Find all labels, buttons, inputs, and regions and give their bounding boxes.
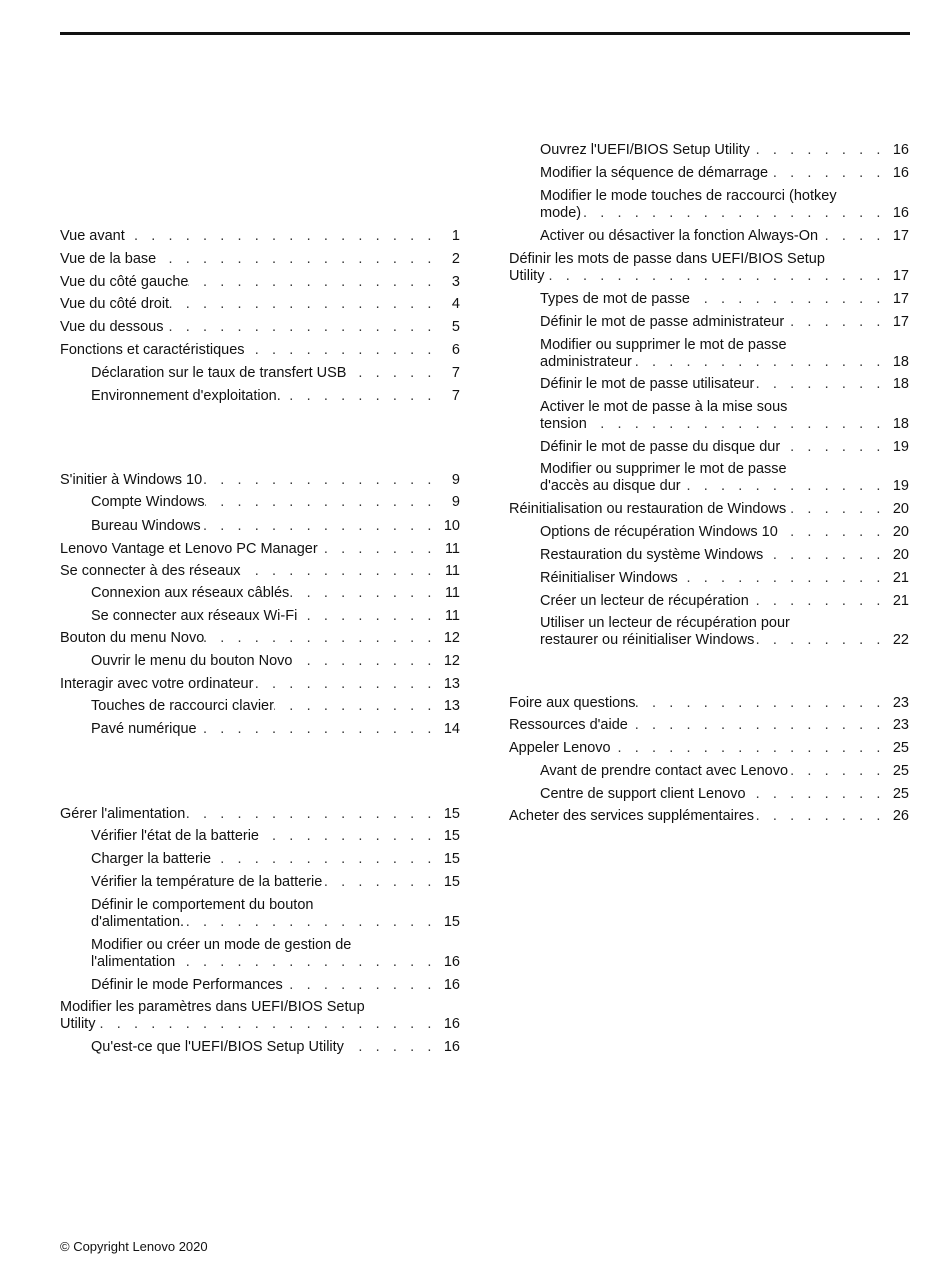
dot-leader <box>184 914 436 931</box>
dot-leader <box>95 1016 436 1033</box>
dot-leader <box>205 494 436 511</box>
toc-entry[interactable] <box>540 547 909 564</box>
toc-entry-title: Créer un lecteur de récupération <box>540 593 749 609</box>
dot-leader <box>636 695 885 712</box>
dot-leader <box>778 524 885 541</box>
toc-entry[interactable] <box>509 740 909 757</box>
toc-page-number: 16 <box>443 1016 460 1032</box>
toc-entry-title: Modifier ou créer un mode de gestion de <box>91 937 352 953</box>
toc-entry-title: Pavé numérique <box>91 721 197 737</box>
toc-entry-title: Définir le mot de passe utilisateur <box>540 376 755 392</box>
dot-leader <box>289 585 436 602</box>
toc-entry[interactable] <box>540 593 909 610</box>
toc-page-number: 10 <box>443 518 460 534</box>
dot-leader <box>201 518 436 535</box>
dot-leader <box>204 630 436 647</box>
toc-entry-title: Appeler Lenovo <box>509 740 611 756</box>
toc-entry[interactable] <box>540 615 909 649</box>
toc-page-number: 17 <box>892 268 909 284</box>
dot-leader <box>768 165 885 182</box>
dot-leader <box>632 354 885 371</box>
toc-entry-title: Fonctions et caractéristiques <box>60 342 245 358</box>
dot-leader <box>581 205 885 222</box>
toc-page-number: 13 <box>443 698 460 714</box>
toc-page-number: 15 <box>443 851 460 867</box>
toc-entry[interactable] <box>91 388 460 405</box>
toc-page-number: 16 <box>892 142 909 158</box>
toc-entry-title: S'initier à Windows 10 <box>60 472 203 488</box>
toc-page-number: 12 <box>443 630 460 646</box>
dot-leader <box>253 676 436 693</box>
toc-page-number: 11 <box>444 608 460 624</box>
toc-entry-title: Foire aux questions <box>509 695 636 711</box>
toc-entry-title: Modifier les paramètres dans UEFI/BIOS Setup <box>60 999 365 1015</box>
dot-leader <box>197 721 436 738</box>
dot-leader <box>690 291 885 308</box>
dot-leader <box>750 142 885 159</box>
toc-entry[interactable] <box>540 524 909 541</box>
dot-leader <box>156 251 436 268</box>
toc-entry-title: Acheter des services supplémentaires <box>509 808 755 824</box>
dot-leader <box>681 478 885 495</box>
toc-entry[interactable] <box>509 808 909 825</box>
toc-entry-title: Vérifier la température de la batterie <box>91 874 323 890</box>
toc-page-number: 11 <box>444 541 460 557</box>
toc-entry[interactable] <box>60 274 460 291</box>
toc-entry-title-continued: restaurer ou réinitialiser Windows <box>540 632 755 648</box>
dot-leader <box>544 268 885 285</box>
toc-page-number: 16 <box>443 1039 460 1055</box>
toc-entry-title: Définir le mot de passe administrateur <box>540 314 785 330</box>
toc-page-number: 25 <box>892 740 909 756</box>
toc-entry[interactable] <box>540 142 909 159</box>
toc-page-number: 15 <box>443 874 460 890</box>
toc-entry[interactable] <box>60 342 460 359</box>
toc-page-number: 14 <box>443 721 460 737</box>
toc-entry[interactable] <box>540 228 909 245</box>
toc-entry-title: Qu'est-ce que l'UEFI/BIOS Setup Utility <box>91 1039 344 1055</box>
toc-page-number: 15 <box>443 806 460 822</box>
toc-page-number: 2 <box>451 251 460 267</box>
toc-entry-title: Définir le mode Performances <box>91 977 283 993</box>
dot-leader <box>188 274 436 291</box>
toc-entry[interactable] <box>91 518 460 535</box>
toc-entry-title: Déclaration sur le taux de transfert USB <box>91 365 347 381</box>
toc-page-number: 21 <box>892 570 909 586</box>
dot-leader <box>211 851 436 868</box>
toc-entry[interactable] <box>540 763 909 780</box>
toc-entry-title-continued: d'alimentation. <box>91 914 185 930</box>
toc-entry[interactable] <box>540 337 909 371</box>
toc-entry-title-continued: mode) <box>540 205 582 221</box>
toc-entry-title: Définir le comportement du bouton <box>91 897 314 913</box>
dot-leader <box>611 740 885 757</box>
toc-entry[interactable] <box>60 563 460 580</box>
toc-entry-title: Bureau Windows <box>91 518 201 534</box>
toc-entry-title-continued: l'alimentation <box>91 954 176 970</box>
toc-entry[interactable] <box>91 608 460 625</box>
toc-page-number: 16 <box>443 977 460 993</box>
toc-entry-title-continued: administrateur <box>540 354 632 370</box>
dot-leader <box>259 828 436 845</box>
dot-leader <box>678 570 885 587</box>
toc-entry[interactable] <box>509 717 909 734</box>
dot-leader <box>587 416 885 433</box>
toc-entry-title: Définir le mot de passe du disque dur <box>540 439 781 455</box>
toc-entry[interactable] <box>509 695 909 712</box>
toc-entry[interactable] <box>91 653 460 670</box>
toc-entry-title: Utiliser un lecteur de récupération pour <box>540 615 790 631</box>
dot-leader <box>786 501 885 518</box>
toc-entry-title: Types de mot de passe <box>540 291 690 307</box>
toc-entry-title: Vue du côté gauche <box>60 274 189 290</box>
toc-page-number: 17 <box>892 314 909 330</box>
toc-page-number: 15 <box>443 828 460 844</box>
toc-page-number: 20 <box>892 501 909 517</box>
dot-leader <box>780 439 885 456</box>
toc-entry-title-continued: tension <box>540 416 587 432</box>
toc-entry-title: Modifier la séquence de démarrage <box>540 165 769 181</box>
top-rule <box>60 32 910 35</box>
toc-entry[interactable] <box>91 851 460 868</box>
toc-entry[interactable] <box>60 251 460 268</box>
toc-entry-title: Se connecter aux réseaux Wi-Fi <box>91 608 298 624</box>
dot-leader <box>281 388 436 405</box>
toc-entry[interactable] <box>540 376 909 393</box>
toc-entry[interactable] <box>91 585 460 602</box>
toc-entry[interactable] <box>509 251 909 285</box>
toc-entry[interactable] <box>540 570 909 587</box>
toc-page-number: 21 <box>892 593 909 609</box>
toc-page-number: 25 <box>892 763 909 779</box>
toc-entry-title: Vue du dessous <box>60 319 164 335</box>
toc-entry-title: Activer le mot de passe à la mise sous <box>540 399 788 415</box>
toc-entry[interactable] <box>540 165 909 182</box>
toc-entry-title: Touches de raccourci clavier <box>91 698 274 714</box>
dot-leader <box>245 342 436 359</box>
toc-entry-title: Réinitialisation ou restauration de Windows <box>509 501 787 517</box>
dot-leader <box>185 806 436 823</box>
toc-entry-title: Activer ou désactiver la fonction Always-On <box>540 228 819 244</box>
toc-page-number: 18 <box>892 354 909 370</box>
toc-entry-title: Modifier ou supprimer le mot de passe <box>540 461 787 477</box>
toc-entry-title: Connexion aux réseaux câblés <box>91 585 290 601</box>
toc-entry-title: Vue du côté droit <box>60 296 170 312</box>
toc-page-number: 11 <box>444 563 460 579</box>
toc-entry-title: Ressources d'aide <box>509 717 628 733</box>
toc-page-number: 19 <box>892 439 909 455</box>
dot-leader <box>125 228 436 245</box>
dot-leader <box>283 977 436 994</box>
toc-entry[interactable] <box>91 365 460 382</box>
toc-page-number: 9 <box>451 494 460 510</box>
toc-page-number: 23 <box>892 695 909 711</box>
dot-leader <box>293 653 437 670</box>
toc-page-number: 15 <box>443 914 460 930</box>
dot-leader <box>746 786 885 803</box>
toc-entry-title: Avant de prendre contact avec Lenovo <box>540 763 789 779</box>
dot-leader <box>818 228 885 245</box>
dot-leader <box>749 593 885 610</box>
toc-entry[interactable] <box>91 977 460 994</box>
dot-leader <box>346 365 436 382</box>
toc-page-number: 7 <box>451 365 460 381</box>
dot-leader <box>784 314 885 331</box>
toc-page-number: 4 <box>451 296 460 312</box>
toc-page-number: 12 <box>443 653 460 669</box>
toc-page-number: 22 <box>892 632 909 648</box>
toc-entry[interactable] <box>91 828 460 845</box>
toc-entry-title: Vue avant <box>60 228 125 244</box>
toc-entry-title: Définir les mots de passe dans UEFI/BIOS Setup <box>509 251 825 267</box>
toc-page-number: 16 <box>443 954 460 970</box>
toc-page-number: 16 <box>892 165 909 181</box>
toc-page-number: 20 <box>892 547 909 563</box>
toc-page-number: 17 <box>892 291 909 307</box>
copyright-notice: © Copyright Lenovo 2020 <box>60 1239 208 1254</box>
toc-entry-title: Vérifier l'état de la batterie <box>91 828 259 844</box>
toc-entry[interactable] <box>91 937 460 971</box>
dot-leader <box>175 954 436 971</box>
dot-leader <box>163 319 436 336</box>
toc-entry-title: Restauration du système Windows <box>540 547 764 563</box>
dot-leader <box>754 632 885 649</box>
toc-entry[interactable] <box>509 501 909 518</box>
toc-entry[interactable] <box>60 676 460 693</box>
toc-entry[interactable] <box>91 874 460 891</box>
toc-entry[interactable] <box>60 541 460 558</box>
toc-entry-title-continued: Utility <box>509 268 545 284</box>
toc-entry[interactable] <box>540 188 909 222</box>
toc-page-number: 26 <box>892 808 909 824</box>
toc-entry[interactable] <box>540 291 909 308</box>
dot-leader <box>628 717 885 734</box>
dot-leader <box>202 472 436 489</box>
toc-page-number: 5 <box>451 319 460 335</box>
toc-entry[interactable] <box>540 439 909 456</box>
toc-page-number: 1 <box>451 228 460 244</box>
toc-page-number: 20 <box>892 524 909 540</box>
toc-entry[interactable] <box>60 296 460 313</box>
toc-entry-title: Charger la batterie <box>91 851 212 867</box>
toc-entry[interactable] <box>60 630 460 647</box>
toc-page-number: 11 <box>444 585 460 601</box>
toc-entry[interactable] <box>540 786 909 803</box>
toc-entry[interactable] <box>60 472 460 489</box>
dot-leader <box>763 547 885 564</box>
dot-leader <box>241 563 436 580</box>
toc-entry-title: Ouvrir le menu du bouton Novo <box>91 653 293 669</box>
toc-page-number: 16 <box>892 205 909 221</box>
toc-entry[interactable] <box>60 319 460 336</box>
toc-entry-title: Modifier ou supprimer le mot de passe <box>540 337 787 353</box>
toc-entry-title: Compte Windows <box>91 494 205 510</box>
toc-entry-title: Environnement d'exploitation. <box>91 388 281 404</box>
toc-entry-title: Vue de la base <box>60 251 157 267</box>
toc-entry-title: Se connecter à des réseaux <box>60 563 241 579</box>
toc-entry-title: Gérer l'alimentation <box>60 806 186 822</box>
toc-entry[interactable] <box>540 461 909 495</box>
toc-entry-title: Réinitialiser Windows <box>540 570 678 586</box>
toc-entry[interactable] <box>91 897 460 931</box>
dot-leader <box>754 376 885 393</box>
toc-entry[interactable] <box>91 721 460 738</box>
toc-entry[interactable] <box>91 1039 460 1056</box>
dot-leader <box>344 1039 436 1056</box>
dot-leader <box>322 874 436 891</box>
dot-leader <box>274 698 436 715</box>
dot-leader <box>754 808 885 825</box>
toc-page-number: 7 <box>451 388 460 404</box>
toc-entry-title-continued: d'accès au disque dur <box>540 478 681 494</box>
toc-entry-title: Ouvrez l'UEFI/BIOS Setup Utility <box>540 142 750 158</box>
toc-entry-title-continued: Utility <box>60 1016 96 1032</box>
toc-entry[interactable] <box>91 698 460 715</box>
dot-leader <box>169 296 436 313</box>
toc-entry[interactable] <box>540 399 909 433</box>
toc-page-number: 19 <box>892 478 909 494</box>
toc-page-number: 23 <box>892 717 909 733</box>
toc-entry-title: Centre de support client Lenovo <box>540 786 746 802</box>
toc-page-number: 13 <box>443 676 460 692</box>
toc-entry[interactable] <box>60 999 460 1033</box>
toc-page-number: 17 <box>892 228 909 244</box>
toc-entry[interactable] <box>540 314 909 331</box>
toc-entry-title: Modifier le mode touches de raccourci (hotkey <box>540 188 837 204</box>
toc-page-number: 18 <box>892 416 909 432</box>
toc-page-number: 25 <box>892 786 909 802</box>
toc-entry-title: Bouton du menu Novo <box>60 630 205 646</box>
toc-page-number: 9 <box>451 472 460 488</box>
dot-leader <box>318 541 436 558</box>
toc-entry-title: Options de récupération Windows 10 <box>540 524 778 540</box>
toc-entry[interactable] <box>60 228 460 245</box>
dot-leader <box>297 608 436 625</box>
toc-entry[interactable] <box>91 494 460 511</box>
toc-page-number: 18 <box>892 376 909 392</box>
toc-entry-title: Interagir avec votre ordinateur <box>60 676 254 692</box>
toc-page-number: 6 <box>451 342 460 358</box>
toc-entry-title: Lenovo Vantage et Lenovo PC Manager <box>60 541 318 557</box>
dot-leader <box>788 763 885 780</box>
toc-entry[interactable] <box>60 806 460 823</box>
toc-page-number: 3 <box>451 274 460 290</box>
